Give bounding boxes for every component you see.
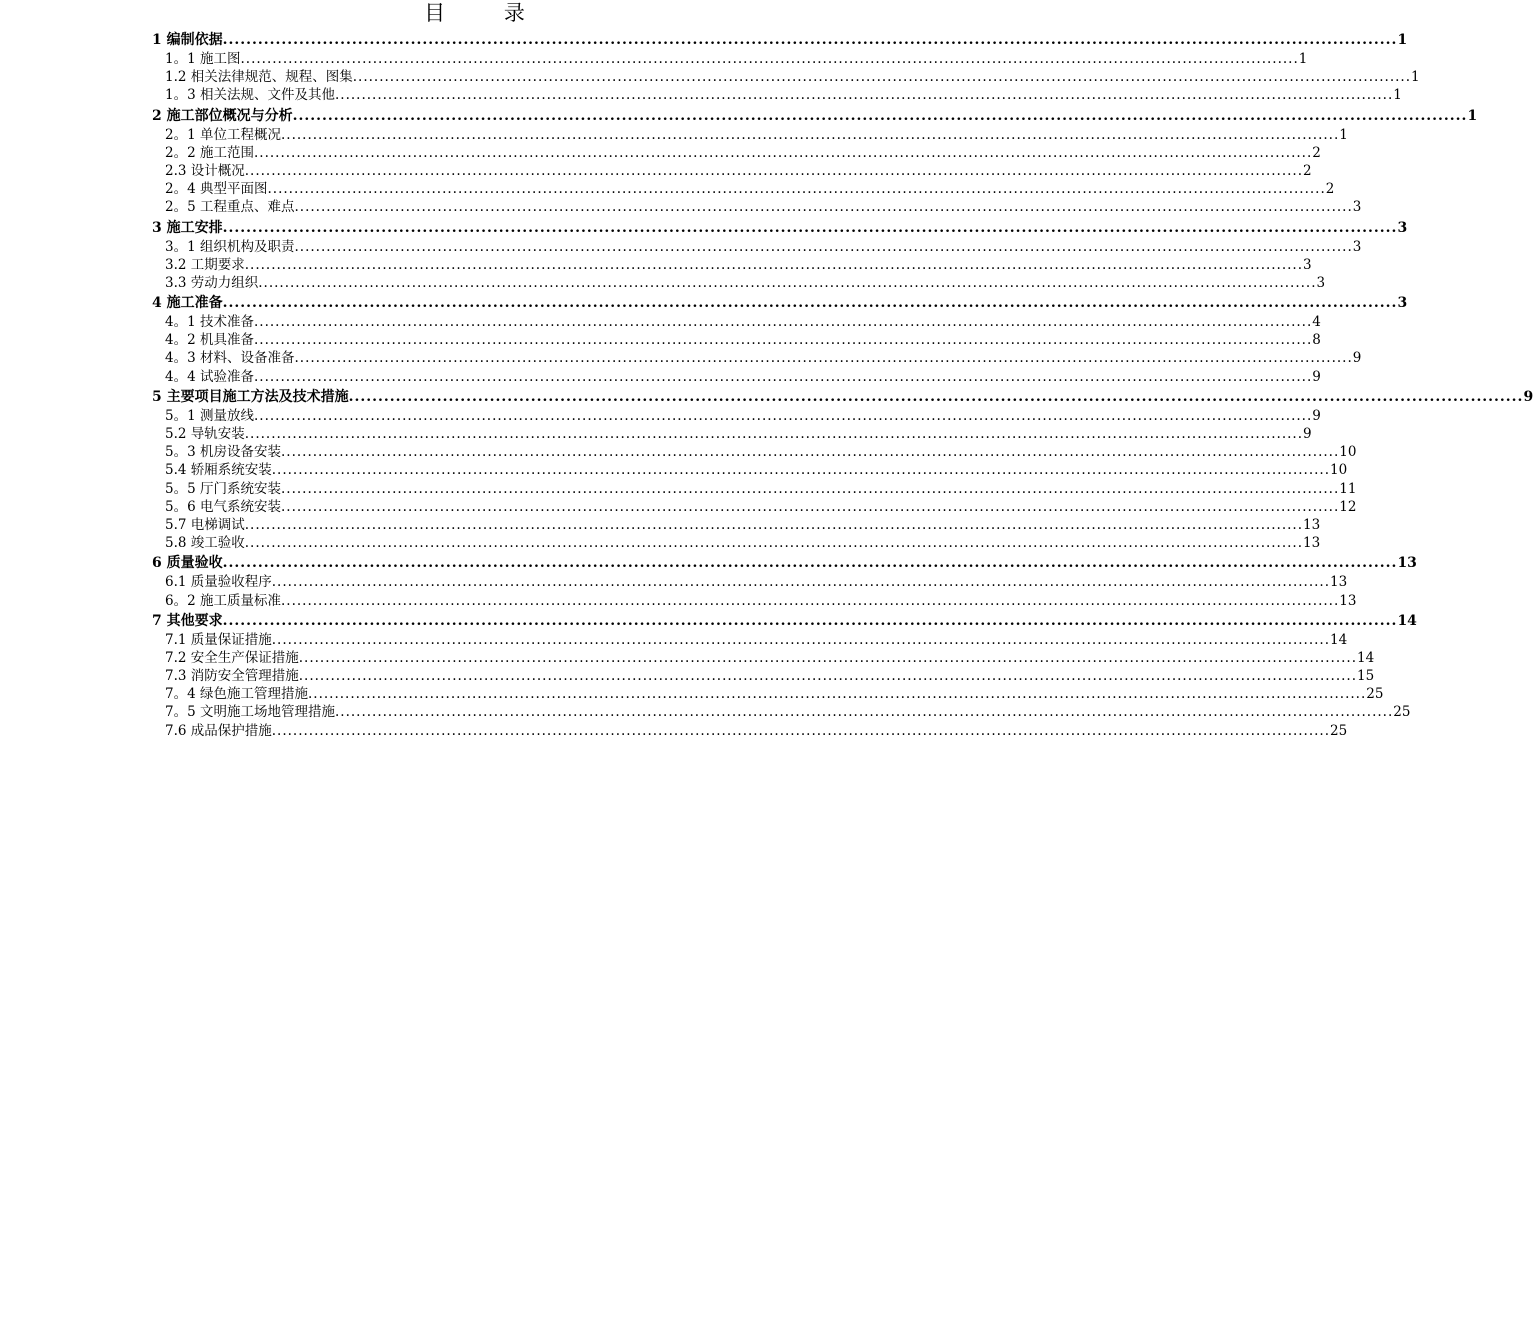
- toc-section-entry[interactable]: [0, 516, 1321, 534]
- toc-entry-title: 3.2 工期要求: [165, 256, 245, 273]
- toc-entry-title: 7.3 消防安全管理措施: [165, 668, 299, 685]
- toc-section-entry[interactable]: [0, 274, 1326, 292]
- toc-section-entry[interactable]: [0, 480, 1357, 498]
- toc-section-entry[interactable]: [0, 425, 1312, 443]
- toc-page-number: 13: [1303, 516, 1321, 533]
- toc-section-entry[interactable]: [0, 180, 1335, 198]
- table-of-contents: [0, 29, 1533, 740]
- toc-entry-title: 5.2 导轨安装: [165, 426, 245, 442]
- toc-section-entry[interactable]: [0, 722, 1348, 740]
- toc-entry-title: 7.1 质量保证措施: [165, 631, 272, 648]
- toc-entry-title: 2。1 单位工程概况: [165, 126, 281, 143]
- toc-dot-leader: ........................................................................................................................................................................................................: [280, 126, 1340, 143]
- toc-section-entry[interactable]: [0, 50, 1308, 68]
- toc-section-entry[interactable]: [0, 144, 1321, 162]
- toc-section-entry[interactable]: [0, 68, 1420, 86]
- toc-section-entry[interactable]: [0, 631, 1348, 649]
- toc-entry-title: 4 施工准备: [152, 295, 223, 312]
- toc-page-number: 3: [1352, 199, 1362, 216]
- toc-dot-leader: ........................................................................................................................................................................................................: [294, 199, 1353, 216]
- toc-dot-leader: ........................................................................................................................................................................................................: [294, 350, 1353, 367]
- toc-section-entry[interactable]: [0, 331, 1321, 349]
- toc-page-number: 25: [1330, 722, 1348, 739]
- toc-chapter-entry[interactable]: [0, 30, 1408, 50]
- toc-page-number: 8: [1312, 332, 1321, 349]
- toc-entry-title: 7.2 安全生产保证措施: [165, 649, 299, 666]
- toc-dot-leader: ........................................................................................................................................................................................................: [253, 144, 1313, 161]
- toc-dot-leader: ........................................................................................................................................................................................................: [271, 631, 1331, 648]
- toc-chapter-entry[interactable]: [0, 553, 1417, 573]
- toc-page-number: 1: [1298, 51, 1308, 67]
- toc-chapter-entry[interactable]: [0, 106, 1478, 126]
- toc-entry-title: 2。4 典型平面图: [165, 181, 268, 198]
- toc-dot-leader: ........................................................................................................................................................................................................: [258, 274, 1317, 291]
- toc-page-number: 13: [1339, 592, 1357, 609]
- toc-dot-leader: ........................................................................................................................................................................................................: [334, 704, 1394, 721]
- toc-entry-title: 5。3 机房设备安装: [165, 444, 281, 461]
- toc-section-entry[interactable]: [0, 649, 1375, 667]
- toc-dot-leader: ........................................................................................................................................................................................................: [352, 69, 1412, 86]
- toc-section-entry[interactable]: [0, 703, 1411, 721]
- toc-dot-leader: ........................................................................................................................................................................................................: [244, 535, 1304, 552]
- toc-page-number: 14: [1330, 631, 1348, 648]
- toc-dot-leader: ........................................................................................................................................................................................................: [271, 462, 1331, 479]
- toc-dot-leader: ........................................................................................................................................................................................................: [307, 686, 1367, 703]
- toc-entry-title: 5。5 厅门系统安装: [165, 480, 281, 497]
- toc-entry-title: 5.7 电梯调试: [165, 516, 245, 533]
- toc-section-entry[interactable]: [0, 407, 1321, 425]
- toc-page-number: 10: [1339, 444, 1357, 461]
- toc-entry-title: 3 施工安排: [152, 219, 223, 236]
- toc-entry-title: 1 编制依据: [152, 32, 223, 48]
- toc-page-number: 14: [1397, 612, 1417, 629]
- toc-dot-leader: ........................................................................................................................................................................................................: [294, 238, 1353, 255]
- toc-section-entry[interactable]: [0, 368, 1321, 386]
- toc-section-entry[interactable]: [0, 498, 1357, 516]
- toc-dot-leader: ........................................................................................................................................................................................................: [240, 51, 1299, 67]
- toc-page-number: 11: [1339, 480, 1357, 497]
- toc-page-number: 9: [1523, 388, 1533, 405]
- toc-page-number: 9: [1352, 350, 1362, 367]
- toc-entry-title: 4。4 试验准备: [165, 368, 254, 385]
- toc-entry-title: 7。5 文明施工场地管理措施: [165, 704, 335, 721]
- toc-entry-title: 5.4 轿厢系统安装: [165, 462, 272, 479]
- toc-dot-leader: ........................................................................................................................................................................................................: [222, 32, 1398, 48]
- toc-page-number: 2: [1325, 181, 1335, 198]
- toc-page-number: 13: [1303, 535, 1321, 552]
- toc-chapter-entry[interactable]: [0, 218, 1408, 238]
- toc-section-entry[interactable]: [0, 573, 1348, 591]
- toc-entry-title: 5。6 电气系统安装: [165, 498, 281, 515]
- toc-entry-title: 3.3 劳动力组织: [165, 274, 259, 291]
- toc-dot-leader: ........................................................................................................................................................................................................: [280, 480, 1340, 497]
- toc-dot-leader: ........................................................................................................................................................................................................: [244, 516, 1304, 533]
- toc-dot-leader: ........................................................................................................................................................................................................: [222, 612, 1398, 629]
- toc-section-entry[interactable]: [0, 162, 1312, 180]
- toc-page-number: 13: [1397, 555, 1417, 572]
- toc-section-entry[interactable]: [0, 592, 1357, 610]
- toc-entry-title: 1。1 施工图: [165, 51, 241, 67]
- toc-dot-leader: ........................................................................................................................................................................................................: [222, 555, 1398, 572]
- toc-chapter-entry[interactable]: [0, 293, 1408, 313]
- toc-entry-title: 7。4 绿色施工管理措施: [165, 686, 308, 703]
- toc-entry-title: 3。1 组织机构及职责: [165, 238, 295, 255]
- toc-entry-title: 4。1 技术准备: [165, 314, 254, 331]
- toc-dot-leader: ........................................................................................................................................................................................................: [292, 107, 1468, 124]
- toc-page-number: 13: [1330, 574, 1348, 591]
- toc-entry-title: 7.6 成品保护措施: [165, 722, 272, 739]
- toc-page-number: 9: [1303, 426, 1312, 442]
- toc-page-number: 25: [1393, 704, 1411, 721]
- toc-title: 目 录: [424, 1, 551, 25]
- toc-page-number: 1: [1411, 69, 1420, 86]
- toc-dot-leader: ........................................................................................................................................................................................................: [334, 87, 1394, 104]
- toc-dot-leader: ........................................................................................................................................................................................................: [253, 407, 1313, 424]
- toc-section-entry[interactable]: [0, 126, 1348, 144]
- toc-section-entry[interactable]: [0, 313, 1321, 331]
- toc-dot-leader: ........................................................................................................................................................................................................: [253, 332, 1313, 349]
- toc-page-number: 9: [1312, 407, 1321, 424]
- toc-dot-leader: ........................................................................................................................................................................................................: [244, 426, 1304, 442]
- toc-entry-title: 6.1 质量验收程序: [165, 574, 272, 591]
- toc-dot-leader: ........................................................................................................................................................................................................: [298, 668, 1358, 685]
- toc-entry-title: 5.8 竣工验收: [165, 535, 245, 552]
- toc-section-entry[interactable]: [0, 238, 1362, 256]
- toc-page-number: 9: [1312, 368, 1321, 385]
- toc-section-entry[interactable]: [0, 667, 1375, 685]
- toc-page-number: 1: [1467, 107, 1478, 124]
- toc-entry-title: 5。1 测量放线: [165, 407, 254, 424]
- toc-page-number: 4: [1312, 314, 1321, 331]
- toc-page-number: 1: [1339, 126, 1348, 143]
- toc-page-number: 15: [1357, 668, 1375, 685]
- toc-entry-title: 2.3 设计概况: [165, 162, 245, 179]
- toc-page-number: 3: [1303, 256, 1312, 273]
- toc-dot-leader: ........................................................................................................................................................................................................: [222, 295, 1398, 312]
- toc-entry-title: 2。2 施工范围: [165, 144, 254, 161]
- toc-page-number: 1: [1397, 32, 1408, 48]
- toc-page-number: 25: [1366, 686, 1384, 703]
- toc-chapter-entry[interactable]: [0, 611, 1417, 631]
- toc-page-number: 2: [1303, 162, 1312, 179]
- toc-section-entry[interactable]: [0, 443, 1357, 461]
- toc-dot-leader: ........................................................................................................................................................................................................: [222, 219, 1398, 236]
- toc-page-number: 3: [1352, 238, 1362, 255]
- toc-dot-leader: ........................................................................................................................................................................................................: [253, 314, 1313, 331]
- toc-dot-leader: ........................................................................................................................................................................................................: [253, 368, 1313, 385]
- toc-section-entry[interactable]: [0, 256, 1312, 274]
- toc-entry-title: 6。2 施工质量标准: [165, 592, 281, 609]
- toc-section-entry[interactable]: [0, 86, 1402, 104]
- toc-section-entry[interactable]: [0, 349, 1362, 367]
- toc-entry-title: 7 其他要求: [152, 612, 223, 629]
- toc-entry-title: 4。3 材料、设备准备: [165, 350, 295, 367]
- toc-dot-leader: ........................................................................................................................................................................................................: [244, 162, 1304, 179]
- toc-dot-leader: ........................................................................................................................................................................................................: [267, 181, 1326, 198]
- toc-section-entry[interactable]: [0, 534, 1321, 552]
- toc-page-number: 12: [1339, 498, 1357, 515]
- toc-section-entry[interactable]: [0, 685, 1384, 703]
- toc-page-number: 3: [1397, 219, 1408, 236]
- toc-page-number: 2: [1312, 144, 1321, 161]
- toc-page-number: 10: [1330, 462, 1348, 479]
- toc-entry-title: 4。2 机具准备: [165, 332, 254, 349]
- toc-entry-title: 2。5 工程重点、难点: [165, 199, 295, 216]
- toc-dot-leader: ........................................................................................................................................................................................................: [348, 388, 1524, 405]
- toc-page-number: 3: [1397, 295, 1408, 312]
- toc-section-entry[interactable]: [0, 198, 1362, 216]
- toc-entry-title: 1.2 相关法律规范、规程、图集: [165, 69, 353, 86]
- toc-section-entry[interactable]: [0, 461, 1348, 479]
- toc-dot-leader: ........................................................................................................................................................................................................: [280, 444, 1340, 461]
- toc-dot-leader: ........................................................................................................................................................................................................: [244, 256, 1304, 273]
- toc-entry-title: 5 主要项目施工方法及技术措施: [152, 388, 349, 405]
- toc-page-number: 1: [1393, 87, 1402, 104]
- toc-entry-title: 6 质量验收: [152, 555, 223, 572]
- toc-dot-leader: ........................................................................................................................................................................................................: [298, 649, 1358, 666]
- toc-dot-leader: ........................................................................................................................................................................................................: [271, 574, 1331, 591]
- toc-page-number: 14: [1357, 649, 1375, 666]
- toc-dot-leader: ........................................................................................................................................................................................................: [280, 592, 1340, 609]
- toc-entry-title: 1。3 相关法规、文件及其他: [165, 87, 335, 104]
- toc-dot-leader: ........................................................................................................................................................................................................: [280, 498, 1340, 515]
- toc-page-number: 3: [1316, 274, 1326, 291]
- toc-chapter-entry[interactable]: [0, 387, 1533, 407]
- toc-entry-title: 2 施工部位概况与分析: [152, 107, 293, 124]
- toc-dot-leader: ........................................................................................................................................................................................................: [271, 722, 1331, 739]
